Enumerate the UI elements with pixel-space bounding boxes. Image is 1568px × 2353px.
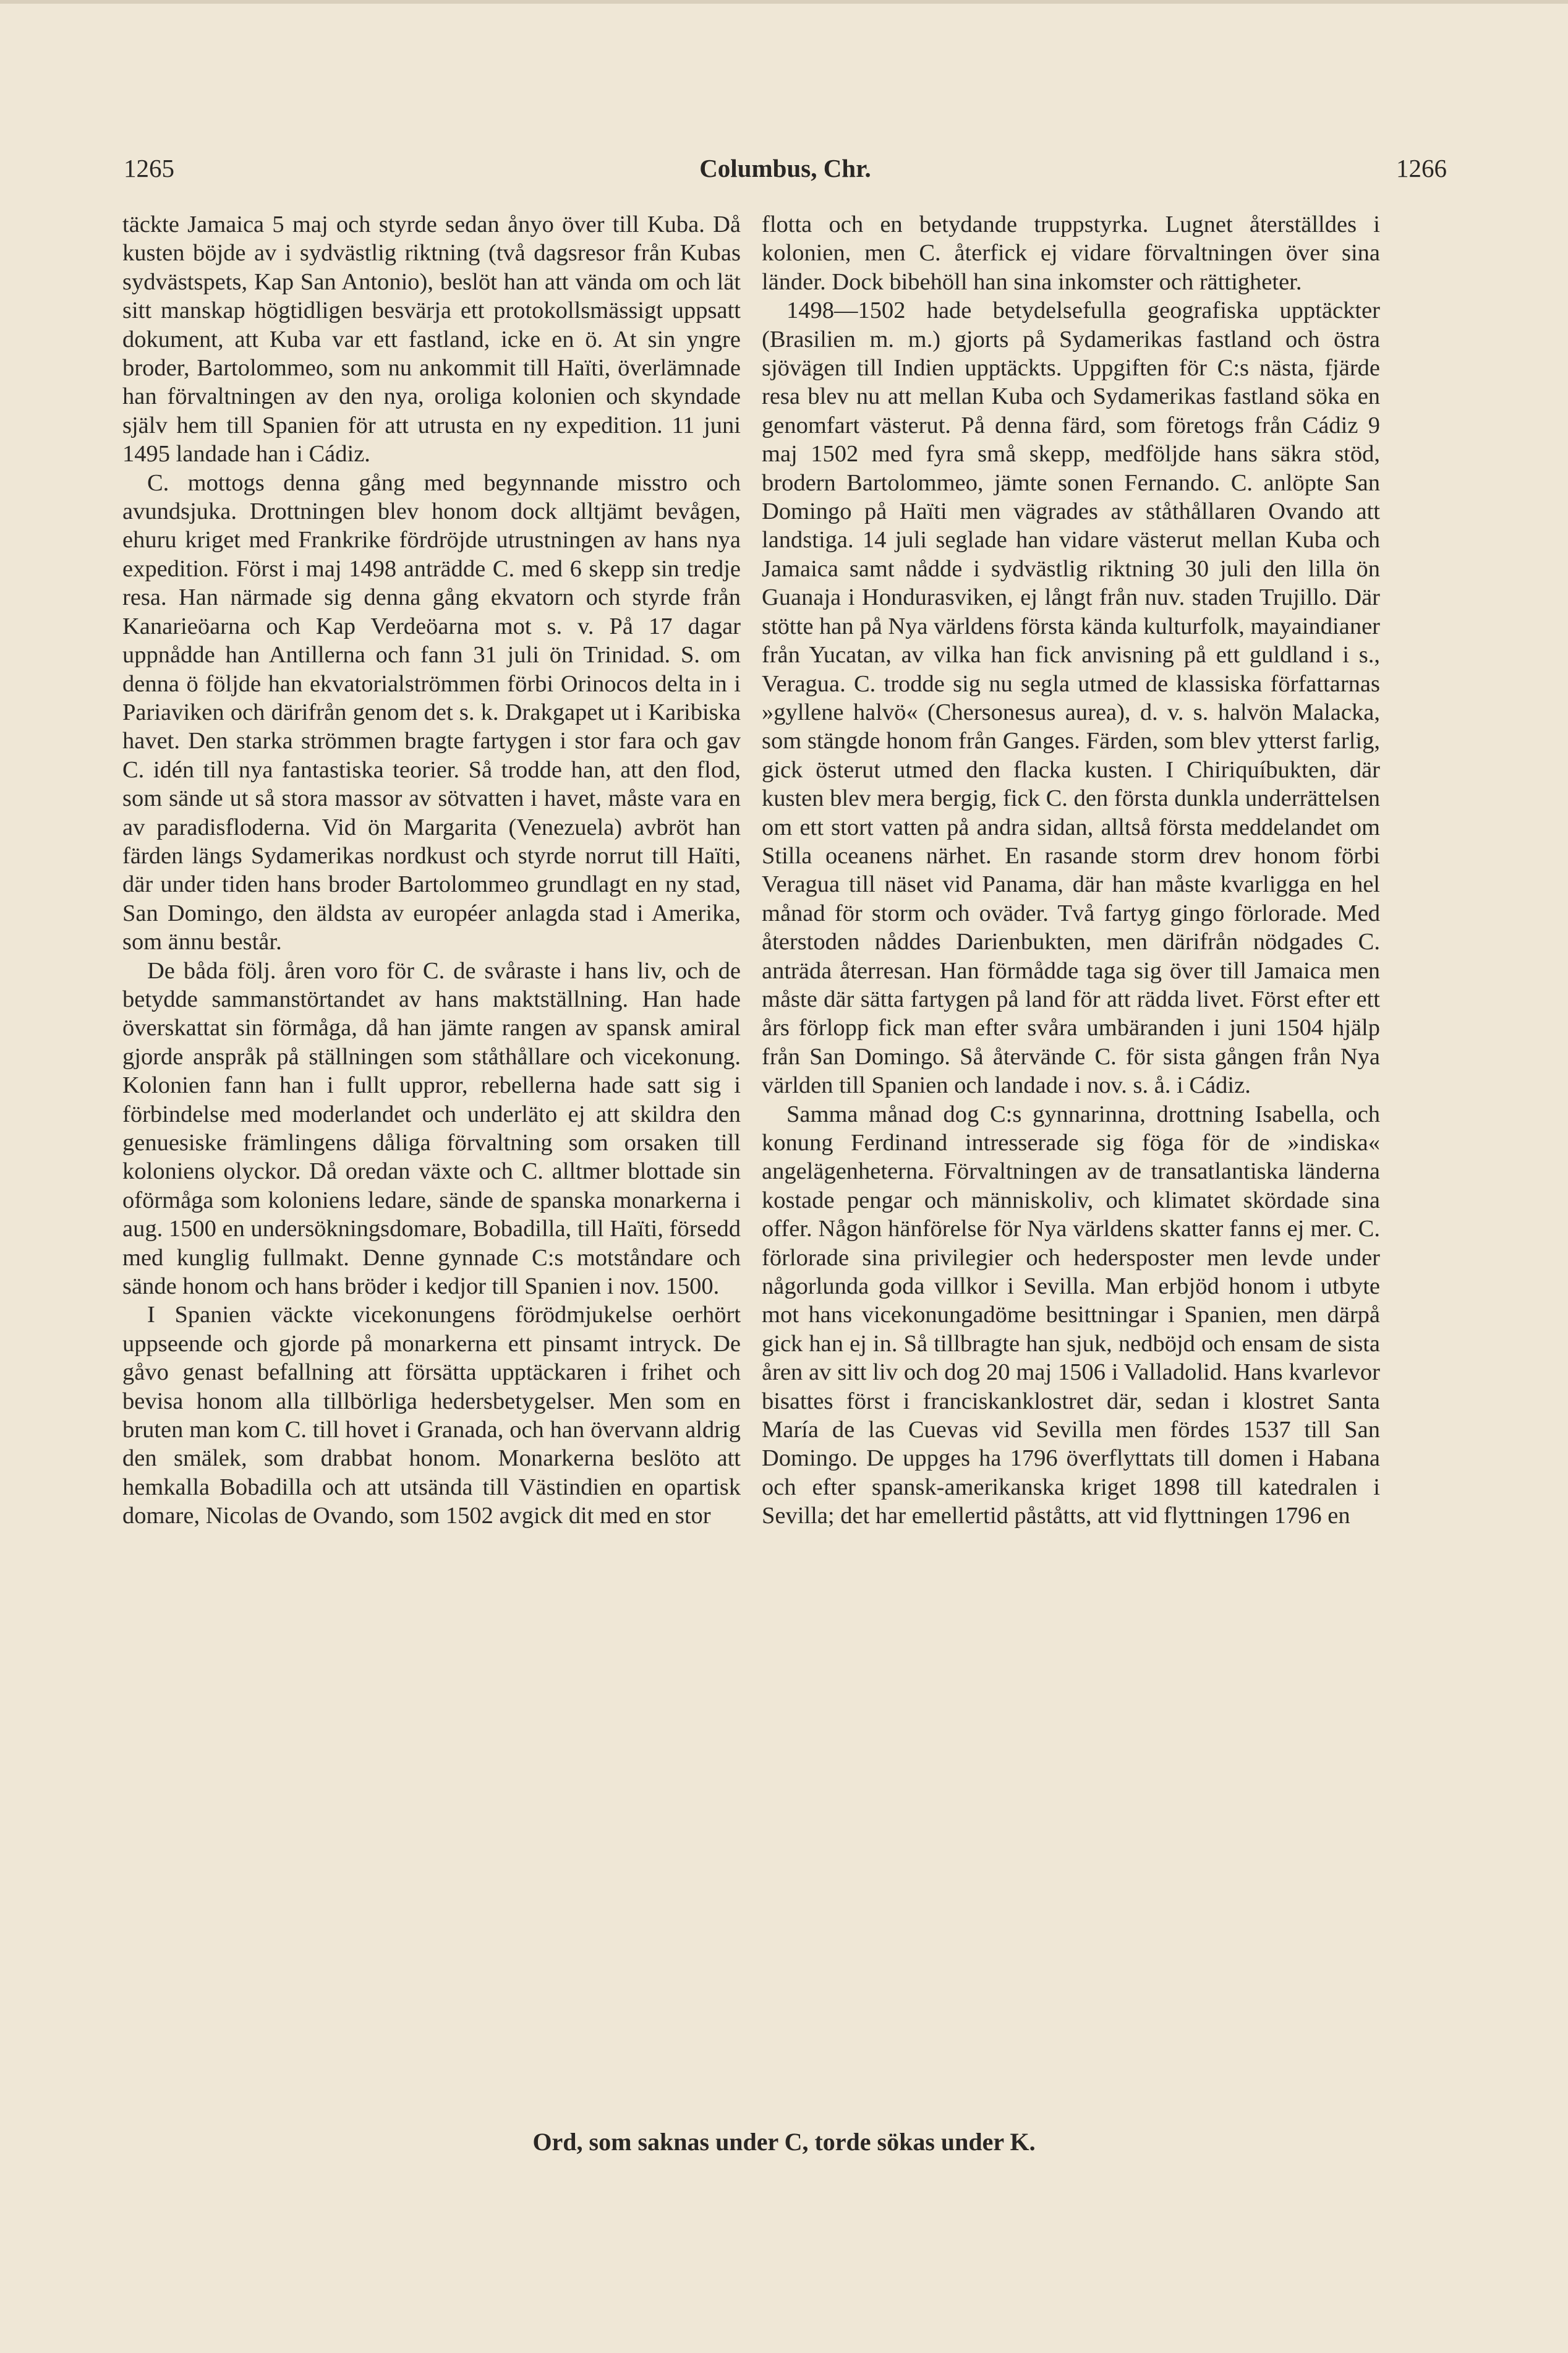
page-number-right: 1266 xyxy=(1396,154,1447,182)
paragraph: C. mottogs denna gång med begynnande misstro och avundsjuka. Drottningen blev honom dock alltjämt bevågen, ehuru kriget med Frankrike fördröjde utrustningen av hans nya expedition. Först i maj 1498 anträdde C. med 6 skepp sin tredje resa. Han närmade sig denna gång ekvatorn och styrde från Kanarieöarna och Kap Verdeöarna mot s. v. På 17 dagar uppnådde han Antillerna och fann 31 juli ön Trinidad. S. om denna ö följde han ekvatorialströmmen förbi Orinocos delta in i Pariaviken och därifrån genom det s. k. Drakgapet ut i Karibiska havet. Den starka strömmen bragte fartygen i stor fara och gav C. idén till nya fantastiska teorier. Så trodde han, att den flod, som sände ut så stora massor av sötvatten i havet, måste vara en av paradisfloderna. Vid ön Margarita (Venezuela) avbröt han färden längs Sydamerikas nordkust och styrde norrut till Haïti, där under tiden hans broder Bartolommeo grundlagt en ny stad, San Domingo, den äldsta av européer anlagda stad i Amerika, som ännu består. xyxy=(122,469,741,955)
paragraph: 1498—1502 hade betydelsefulla geografiska upptäckter (Brasilien m. m.) gjorts på Sydamerikas fastland och östra sjövägen till Indien upptäckts. Uppgiften för C:s nästa, fjärde resa blev nu att mellan Kuba och Sydamerikas fastland söka en genomfart västerut. På denna färd, som företogs från Cádiz 9 maj 1502 med fyra små skepp, medföljde hans säkra stöd, brodern Bartolommeo, jämte sonen Fernando. C. anlöpte San Domingo på Haïti men vägrades av ståthållaren Ovando att landstiga. 14 juli seglade han vidare västerut mellan Kuba och Jamaica samt nådde i sydvästlig riktning 30 juli den lilla ön Guanaja i Hondurasviken, ej långt från nuv. staden Trujillo. Där stötte han på Nya världens första kända kulturfolk, mayaindianer från Yucatan, av vilka han fick anvisning på ett guldland i s., Veragua. C. trodde sig nu segla utmed de klassiska författarnas »gyllene halvö« (Chersonesus aurea), d. v. s. halvön Malacka, som stängde honom från Ganges. Färden, som blev ytterst farlig, gick österut utmed den flacka kusten. I Chiriquíbukten, där kusten blev mera bergig, fick C. den första dunkla underrättelsen om ett stort vatten på andra sidan, alltså första meddelandet om Stilla oceanens närhet. En rasande storm drev honom förbi Veragua till näset vid Panama, där han måste kvarligga en hel månad för storm och oväder. Två fartyg gingo förlorade. Med återstoden nåddes Darienbukten, men därifrån nödgades C. anträda återresan. Han förmådde taga sig över till Jamaica men måste där sätta fartygen på land för att rädda livet. Först efter ett års förlopp fick man efter svåra umbäranden i juni 1504 hjälp från San Domingo. Så återvände C. för sista gången från Nya världen till Spanien och landade i nov. s. å. i Cádiz. xyxy=(762,297,1380,1099)
paragraph: Samma månad dog C:s gynnarinna, drottning Isabella, och konung Ferdinand intresserade sig föga för de »indiska« angelägenheterna. Förvaltningen av de transatlantiska länderna kostade pengar och människoliv, och klimatet skördade sina offer. Någon hänförelse för Nya världens skatter fanns ej mer. C. förlorade sina privilegier och hedersposter men levde under någorlunda goda villkor i Sevilla. Man erbjöd honom i utbyte mot hans vicekonungadöme besittningar i Spanien, men därpå gick han ej in. Så tillbragte han sjuk, nedböjd och ensam de sista åren av sitt liv och dog 20 maj 1506 i Valladolid. Hans kvarlevor bisattes först i franciskanklostret där, sedan i klostret Santa María de las Cuevas vid Sevilla men fördes 1537 till San Domingo. De uppges ha 1796 överflyttats till domen i Habana och efter spansk-amerikanska kriget 1898 till katedralen i Sevilla; det har emellertid påståtts, att vid flyttningen 1796 en xyxy=(762,1101,1380,1529)
page-header xyxy=(124,153,1447,197)
scan-edge xyxy=(0,0,1568,4)
right-column xyxy=(762,210,1380,1531)
paragraph: flotta och en betydande truppstyrka. Lugnet återställdes i kolonien, men C. återfick ej vidare förvaltningen över sina länder. Dock bibehöll han sina inkomster och rättigheter. xyxy=(762,211,1380,295)
paragraph: I Spanien väckte vicekonungens förödmjukelse oerhört uppseende och gjorde på monarkerna ett pinsamt intryck. De gåvo genast befallning att försätta upptäckaren i frihet och bevisa honom alla tillbörliga hedersbetygelser. Men som en bruten man kom C. till hovet i Granada, och han övervann aldrig den smälek, som drabbat honom. Monarkerna beslöto att hemkalla Bobadilla och att utsända till Västindien en opartisk domare, Nicolas de Ovando, som 1502 avgick dit med en stor xyxy=(122,1302,741,1529)
page-footer: Ord, som saknas under C, torde sökas under K. xyxy=(532,2128,1036,2156)
paragraph: täckte Jamaica 5 maj och styrde sedan ånyo över till Kuba. Då kusten böjde av i sydvästlig riktning (två dagsresor från Kubas sydvästspets, Kap San Antonio), beslöt han att vända om och lät sitt manskap högtidligen besvärja ett protokollsmässigt uppsatt dokument, att Kuba var ett fastland, icke en ö. At sin yngre broder, Bartolommeo, som nu ankommit till Haïti, överlämnade han förvaltningen av den nya, oroliga kolonien och skyndade själv hem till Spanien för att utrusta en ny expedition. 11 juni 1495 landade han i Cádiz. xyxy=(122,211,741,468)
left-column xyxy=(122,210,741,1531)
running-head: Columbus, Chr. xyxy=(699,154,871,182)
page-number-left: 1265 xyxy=(124,154,174,182)
paragraph: De båda följ. åren voro för C. de svåraste i hans liv, och de betydde sammanstörtandet av hans maktställning. Han hade överskattat sin förmåga, då han jämte rangen av spansk amiral gjorde anspråk på ställningen som ståthållare och vicekonung. Kolonien fann han i fullt uppror, rebellerna hade satt sig i förbindelse med moderlandet och underläto ej att skildra den genuesiske främlingens dåliga förvaltning som orsaken till koloniens olyckor. Då oredan växte och C. alltmer blottade sin oförmåga som koloniens ledare, sände de spanska monarkerna i aug. 1500 en undersökningsdomare, Bobadilla, till Haïti, försedd med kunglig fullmakt. Denne gynnade C:s motståndare och sände honom och hans bröder i kedjor till Spanien i nov. 1500. xyxy=(122,957,741,1300)
